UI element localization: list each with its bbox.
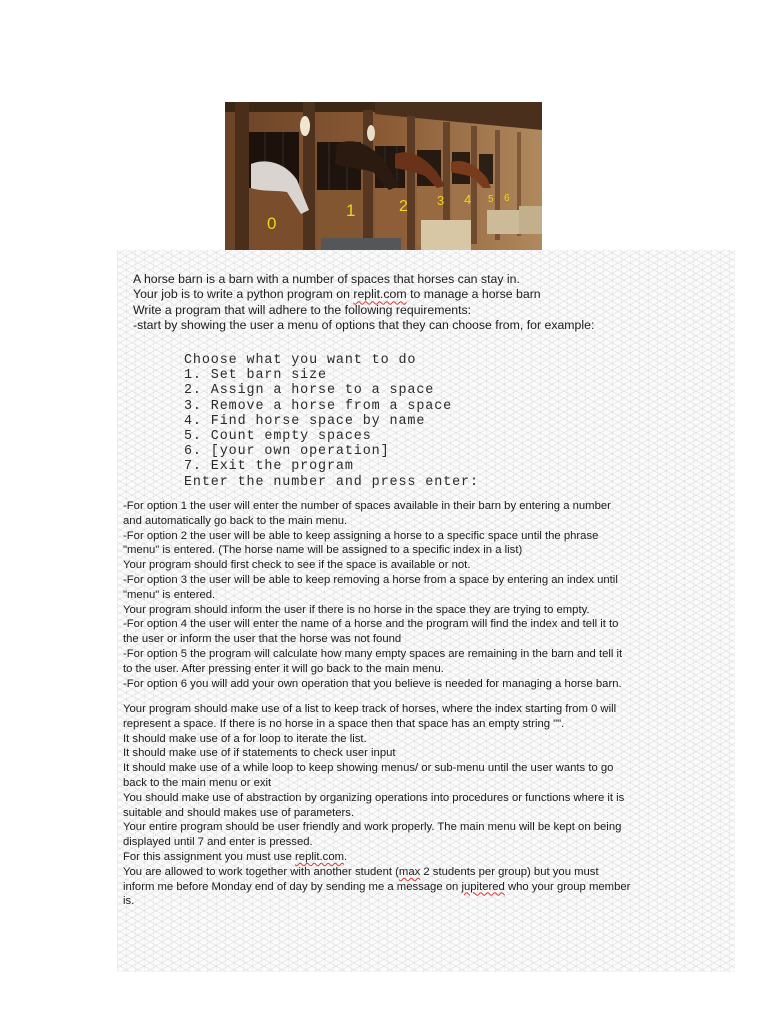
requirement-line [123, 880, 733, 895]
option-line: -For option 1 the user will enter the number of spaces available in their barn by entering a number [123, 500, 611, 512]
intro-line: A horse barn is a barn with a number of spaces that horses can stay in. [133, 272, 520, 286]
requirement-line: is. [123, 895, 135, 908]
text-segment: inform me before Monday end of day by sending me a message on [123, 880, 462, 893]
stall-number-5: 5 [488, 194, 494, 205]
menu-line: 7. Exit the program [184, 459, 354, 475]
spellcheck-underlined-word: jupitered [461, 880, 505, 893]
option-line: -For option 2 the user will be able to keep assigning a horse to a specific space until the phrase [123, 529, 599, 542]
intro-paragraph [133, 272, 733, 334]
option-line: -For option 4 the user will enter the name of a horse and the program will find the index and tell it to [123, 618, 619, 631]
option-line: -For option 6 you will add your own operation that you believe is needed for managing a horse barn. [123, 677, 622, 690]
text-segment: to manage a horse barn [406, 287, 541, 302]
text-segment: Your job is to write a python program on [133, 287, 354, 302]
spellcheck-underlined-word: replit.com [353, 287, 407, 302]
requirement-line [123, 850, 733, 865]
option-descriptions [123, 499, 733, 691]
requirement-line: Your entire program should be user friendly and work properly. The main menu will be kept on being [123, 821, 622, 834]
option-line: to the user. After pressing enter it will go back to the main menu. [123, 662, 444, 675]
option-line: "menu" is entered. (The horse name will be assigned to a specific index in a list) [123, 544, 523, 557]
requirement-line: represent a space. If there is no horse in a space then that space has an empty string "". [123, 717, 565, 730]
requirement-line: suitable and should makes use of parameters. [123, 806, 355, 819]
spellcheck-underlined-word: replit.com [295, 850, 345, 863]
example-menu-listing [184, 353, 479, 490]
text-segment: 2 students per group) but you must [420, 865, 599, 878]
option-line: -For option 3 the user will be able to keep removing a horse from a space by entering an index until [123, 573, 618, 586]
stall-number-1: 1 [346, 201, 356, 220]
option-line: Your program should first check to see if the space is available or not. [123, 559, 471, 572]
requirement-line: displayed until 7 and enter is pressed. [123, 836, 313, 849]
option-line: and automatically go back to the main menu. [123, 514, 348, 527]
menu-line: Enter the number and press enter: [184, 474, 479, 490]
requirement-line: It should make use of a for loop to iterate the list. [123, 732, 367, 745]
menu-line: 6. [your own operation] [184, 444, 390, 460]
stall-number-3: 3 [437, 193, 445, 208]
program-requirements [123, 702, 733, 909]
menu-line: 5. Count empty spaces [184, 429, 372, 445]
text-segment: who your group member [504, 880, 631, 893]
spellcheck-underlined-word: max [398, 865, 421, 878]
requirement-line: It should make use of if statements to check user input [123, 747, 396, 760]
menu-line: 1. Set barn size [184, 368, 327, 384]
requirement-line: You should make use of abstraction by organizing operations into procedures or functions where it is [123, 791, 625, 804]
text-segment: . [344, 850, 348, 863]
requirement-line [123, 865, 733, 880]
option-line: "menu" is entered. [123, 588, 216, 601]
horse-barn-illustration [225, 102, 542, 268]
requirement-line: back to the main menu or exit [123, 776, 272, 789]
menu-line: 3. Remove a horse from a space [184, 398, 453, 414]
intro-line: -start by showing the user a menu of options that they can choose from, for example: [133, 318, 595, 333]
menu-line: 2. Assign a horse to a space [184, 383, 435, 399]
option-line: -For option 5 the program will calculate how many empty spaces are remaining in the barn and tell it [123, 647, 623, 660]
stall-number-2: 2 [399, 198, 408, 215]
requirement-line: It should make use of a while loop to keep showing menus/ or sub-menu until the user wants to go [123, 762, 614, 775]
menu-line: 4. Find horse space by name [184, 413, 426, 429]
intro-line: Write a program that will adhere to the following requirements: [133, 302, 472, 317]
stall-number-6: 6 [504, 193, 510, 204]
stall-number-4: 4 [464, 192, 472, 207]
horse-barn-photo [225, 102, 542, 268]
text-segment: You are allowed to work together with another student ( [123, 865, 399, 878]
intro-line [133, 287, 733, 302]
requirement-line: Your program should make use of a list to keep track of horses, where the index starting from 0 will [123, 703, 617, 715]
menu-line: Choose what you want to do [184, 353, 417, 368]
stall-number-0: 0 [267, 214, 277, 233]
option-line: Your program should inform the user if there is no horse in the space they are trying to empty. [123, 603, 590, 616]
text-segment: For this assignment you must use [123, 850, 296, 863]
option-line: the user or inform the user that the horse was not found [123, 633, 402, 646]
